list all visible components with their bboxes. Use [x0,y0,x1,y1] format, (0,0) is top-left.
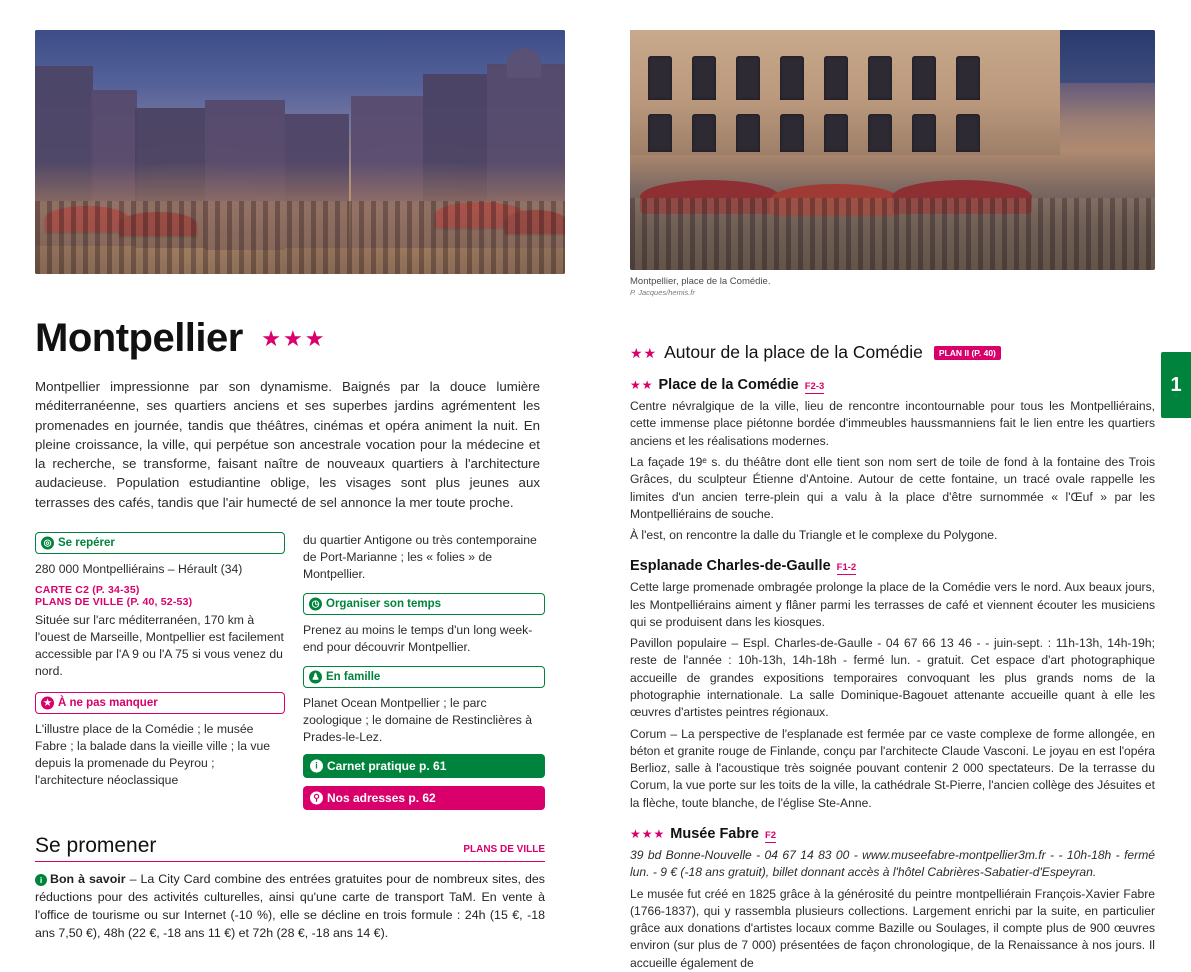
paragraph-practical-info: 39 bd Bonne-Nouvelle - 04 67 14 83 00 - www.museefabre-montpellier3m.fr - - 10h-18h - fermé lun. - 9 € (-18 ans gratuit), billet donnant accès à l'hôtel Cabrières-Sabatier-d'Espeyran. [630,848,1155,880]
grid-reference: F1-2 [836,562,857,574]
nos-adresses-link[interactable] [303,786,545,810]
paragraph: Cette large promenade ombragée prolonge la place de la Comédie vers le nord. Aux beaux jours, les Montpelliérains aiment y flâner parmi les terrasses de café et viennent écouter les musiciens qui se produisent dans les kiosques. [630,580,1155,629]
organiser-body: Prenez au moins le temps d'un long week-end pour découvrir Montpellier. [303,623,533,655]
subsection-esplanade-charles-de-gaulle [630,557,1155,575]
box-organiser-son-temps [303,593,545,615]
photo-comedie-terrace [630,30,1155,270]
plans-ville-ref: PLANS DE VILLE (P. 40, 52-53) [35,595,193,608]
paragraph-pavillon: Pavillon populaire – Espl. Charles-de-Gaulle - 04 67 66 13 46 - - juin-sept. : 11h-13h, 14h-19h; reste de l'année : 10h-13h, 14h-18h - fermé lun. - gratuit. Cet espace d'art photographique accueille de grandes expositions temporaires convoquant les plus grands noms de la photographie internationale. La salle Dominique-Bagouet attenante accueille quant à elle les œuvres d'artistes peintres régionaux. [630,636,1155,720]
grid-reference: F2-3 [804,381,825,393]
subsection-title: Musée Fabre [670,826,759,842]
box-se-reperer-label: Se repérer [58,536,115,549]
info-boxes [35,532,545,811]
box-organiser-label: Organiser son temps [326,598,442,611]
right-page-column [630,30,1155,972]
photo-place-comedie-dusk [35,30,565,274]
star-icon: ★ [41,697,54,710]
section-plans-label: PLANS DE VILLE [463,844,545,856]
bon-a-savoir-label: Bon à savoir [50,872,126,887]
box-se-reperer [35,532,285,554]
bon-a-savoir-body: – La City Card combine des entrées gratuites pour de nombreux sites, des réductions pour des activités culturelles, ainsi qu'une carte de transport TaM. En vente à l'office de tourisme ou sur Internet (-10 %), elle se décline en trois formule : 24h (15 €, -18 ans 7,50 €), 48h (22 €, -18 ans 11 €) et 72h (28 €, -18 ans 14 €). [35,872,545,941]
paragraph: Le musée fut créé en 1825 grâce à la générosité du peintre montpelliérain François-Xavier Fabre (1766-1837), qui y rassembla plusieurs collections. Largement enrichi par la suite, en particulier grâce aux donations d'artistes locaux comme Bazille ou Soulages, il compte plus de 900 œuvres environ (sur plus de 7 000) présentées de façon chronologique, de la Renaissance à nos jours. Il accueille également de [630,886,1155,970]
box-en-famille [303,666,545,688]
paragraph: La façade 19ᵉ s. du théâtre dont elle tient son nom sert de toile de fond à la fontaine des Trois Grâces, du sculpteur Étienne d'Antoine. Autour de cette fontaine, un tracé ovale rappelle les limites d'un ancien terre-plein qui a valu à la place d'être surnommée « l'Œuf » par les Montpelliérains de souche. [630,454,1155,521]
section-header-se-promener [35,834,545,862]
paragraph-corum: Corum – La perspective de l'esplanade est fermée par ce vaste complexe de forme allongée, en béton et granite rouge de Finlande, conçu par l'architecte Claude Vasconi. Le joyau en est l'opéra Berlioz, salle à l'acoustique très soignée pouvant contenir 2 000 spectateurs. De la terrasse du Corum, la vue porte sur les toits de la ville, la cathédrale St-Pierre, l'ancien collège des Jésuites et la flèche, toute blanche, de l'église Ste-Anne. [630,726,1155,810]
section-title: Se promener [35,834,157,858]
subsection-title: Place de la Comédie [658,377,799,394]
rating-stars-icon: ★★ [630,378,654,393]
se-reperer-body: 280 000 Montpelliérains – Hérault (34) [35,561,243,576]
rating-stars-icon: ★★★ [261,325,327,351]
paragraph: Centre névralgique de la ville, lieu de rencontre incontournable pour tous les Montpelliérains, cette immense place piétonne bordée d'immeubles haussmanniens fait le lien entre les quartiers anciens et les réalisations modernes. [630,399,1155,448]
rating-stars-icon: ★★★ [630,827,666,841]
subsection-musee-fabre [630,825,1155,843]
box-ne-pas-manquer-label: À ne pas manquer [58,697,158,710]
right-section-header [630,342,1155,363]
en-famille-body: Planet Ocean Montpellier ; le parc zoologique ; le domaine de Restinclières à Prades-le-Lez. [303,696,532,745]
left-page-column [35,30,565,943]
bon-a-savoir-paragraph [35,871,545,943]
paragraph: À l'est, on rencontre la dalle du Triangle et le complexe du Polygone. [630,528,998,543]
subsection-place-comedie [630,376,1155,394]
carte-ref: CARTE C2 (P. 34-35) [35,583,140,596]
box-en-famille-label: En famille [326,671,381,684]
plan-reference-badge: PLAN II (P. 40) [934,346,1001,360]
rating-stars-icon: ★★ [630,345,658,362]
box-ne-pas-manquer [35,692,285,714]
info-column-right [303,532,545,811]
ne-pas-manquer-body: L'illustre place de la Comédie ; le musée Fabre ; la balade dans la vieille ville ; la vue depuis la promenade du Peyrou ; l'architecture néoclassique [35,722,271,788]
grid-reference: F2 [764,830,777,841]
info-column-left [35,532,285,811]
info-icon: i [310,760,323,773]
ne-pas-manquer-continuation: du quartier Antigone ou très contemporaine de Port-Marianne ; les « folies » de Montpellier. [303,532,537,582]
clock-icon: ◷ [309,598,322,611]
intro-paragraph: Montpellier impressionne par son dynamisme. Baignés par la douce lumière méditerranéenne, ses quartiers anciens et ses superbes jardins agrémentent les promenades en journée, tandis que théâtres, cinémas et opéra animent la nuit. En pleine croissance, la ville, qui perpétue son ancestrale vocation pour la médecine et la recherche, se transforme, faisant naître de nouveaux quartiers à l'architecture audacieuse. Population estudiantine oblige, les visages sont plus jeunes aux terrasses des cafés, tandis que l'air humecté de sel annonce la mer toute proche. [35,379,540,510]
se-reperer-body-2: Située sur l'arc méditerranéen, 170 km à l'ouest de Marseille, Montpellier est facilement accessible par l'A 9 ou l'A 75 si vous venez du nord. [35,612,284,679]
nos-adresses-label: Nos adresses p. 62 [327,791,436,806]
page-number-tab: 1 [1161,352,1191,418]
right-section-title: Autour de la place de la Comédie [664,342,923,363]
subsection-title: Esplanade Charles-de-Gaulle [630,558,831,575]
pin-icon: ⚲ [310,792,323,805]
carnet-pratique-label: Carnet pratique p. 61 [327,759,447,774]
info-icon: i [35,874,47,886]
photo-caption-text: Montpellier, place de la Comédie. [630,276,771,287]
carnet-pratique-link[interactable] [303,754,545,778]
city-title-block [35,316,565,361]
page-title: Montpellier [35,316,243,360]
photo-credit: P. Jacques/hemis.fr [630,288,695,298]
location-icon: ◎ [41,536,54,549]
family-icon: ♟ [309,671,322,684]
photo-caption [630,276,1155,298]
